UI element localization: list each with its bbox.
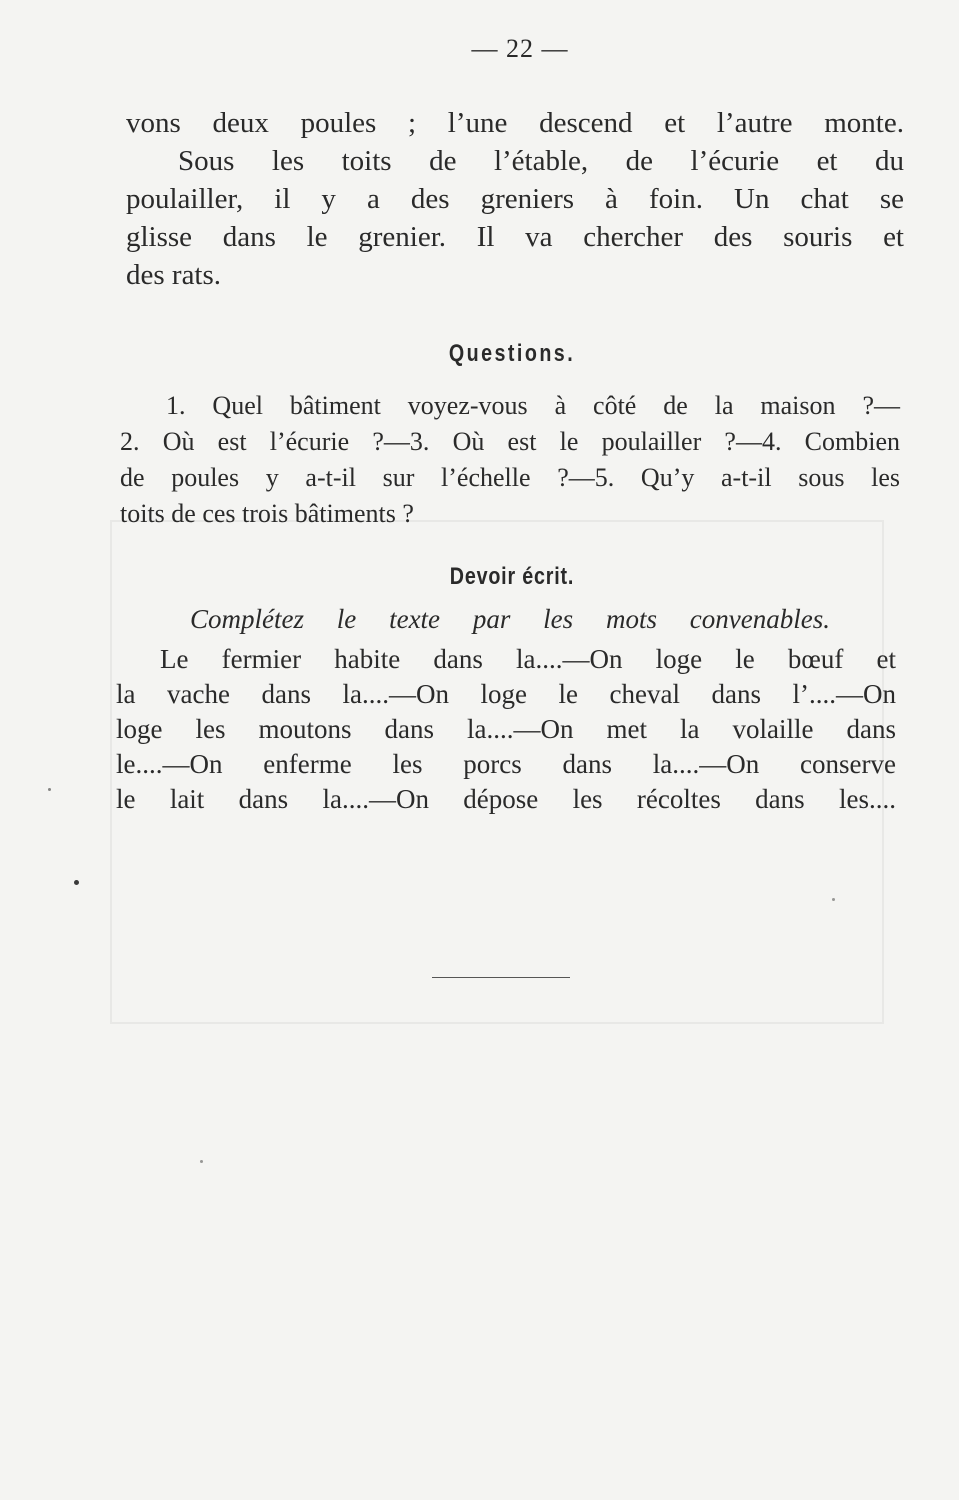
question-line: toits de ces trois bâtiments ? — [120, 499, 414, 528]
questions-list — [120, 388, 900, 532]
questions-heading: Questions. — [448, 340, 576, 367]
exercise-line: le lait dans la....—On dépose les récoltes dans les.... — [116, 784, 896, 814]
exercise-line: loge les moutons dans la....—On met la volaille dans — [116, 714, 896, 744]
body-paragraph — [126, 104, 904, 294]
paragraph-line: glisse dans le grenier. Il va chercher des souris et — [126, 221, 904, 253]
paragraph-line: vons deux poules ; l’une descend et l’autre monte. — [126, 107, 904, 139]
paragraph-line: des rats. — [126, 259, 222, 291]
question-line: de poules y a-t-il sur l’échelle ?—5. Qu’y a-t-il sous les — [120, 463, 900, 492]
devoir-instruction: Complétez le texte par les mots convenables. — [190, 604, 830, 634]
exercise-line: Le fermier habite dans la....—On loge le bœuf et — [160, 644, 896, 674]
ink-speck — [200, 1160, 203, 1163]
ink-speck — [48, 788, 51, 791]
exercise-line: le....—On enferme les porcs dans la....—On conserve — [116, 749, 896, 779]
paragraph-line: poulailler, il y a des greniers à foin. Un chat se — [126, 183, 904, 215]
devoir-heading: Devoir écrit. — [449, 563, 575, 590]
exercise-line: la vache dans la....—On loge le cheval dans l’....—On — [116, 679, 896, 709]
ink-speck — [74, 880, 79, 885]
section-separator — [432, 977, 570, 978]
question-line: 2. Où est l’écurie ?—3. Où est le poulailler ?—4. Combien — [120, 427, 900, 456]
paragraph-line: Sous les toits de l’étable, de l’écurie et du — [178, 145, 904, 177]
page-number: — 22 — — [471, 34, 569, 63]
question-line: 1. Quel bâtiment voyez-vous à côté de la maison ?— — [166, 391, 900, 420]
ink-speck — [832, 898, 835, 901]
devoir-exercise — [116, 642, 896, 817]
